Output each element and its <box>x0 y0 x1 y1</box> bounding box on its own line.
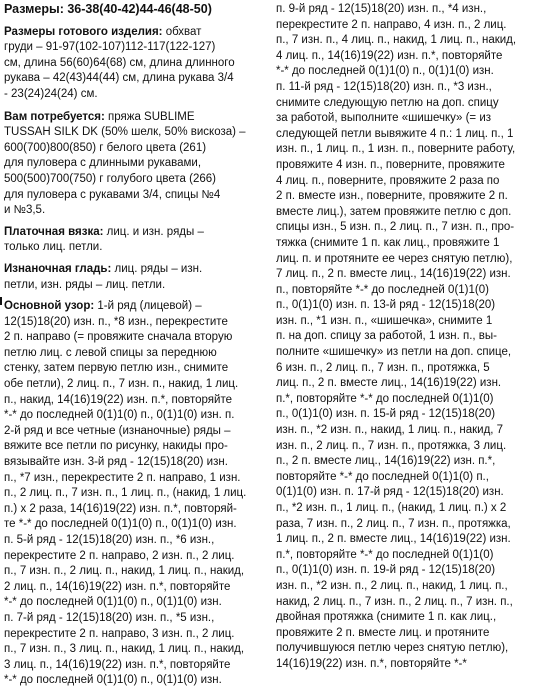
body-text: см, длина 56(60)64(68) см, длина длинного <box>4 56 235 69</box>
body-text: лиц. п., 2 п. вместе лиц., 14(16)19(22) изн. <box>276 377 502 390</box>
body-text: вязывайте изн. 3-й ряд - 12(15)18(20) изн. <box>4 456 228 469</box>
body-text: п.*, повторяйте *-* до последней 0(1)1(0) <box>276 548 494 561</box>
right-text-line <box>276 345 535 361</box>
left-text-line <box>4 486 267 502</box>
right-text-line <box>276 361 535 377</box>
right-text-line <box>276 470 535 486</box>
left-column <box>4 2 267 689</box>
left-text-line <box>4 408 267 424</box>
left-text-line <box>4 377 267 393</box>
left-text-line <box>4 188 267 204</box>
body-text: 2 п. вместе изн., поверните, провяжите 2 п. <box>276 190 508 203</box>
body-text: 14(16)19(22) изн. п.*, повторяйте *-* <box>276 657 467 670</box>
left-text-line <box>4 502 267 518</box>
body-text: п. на доп. спицу за работой, 1 изн. п., вы- <box>276 330 497 343</box>
left-text-line <box>4 315 267 331</box>
body-text: п. 9-й ряд - 12(15)18(20) изн. п., *4 изн., <box>276 3 487 15</box>
right-text-line <box>276 626 535 642</box>
left-text-line <box>4 225 267 241</box>
right-text-line <box>276 298 535 314</box>
right-text-line <box>276 205 535 221</box>
left-text-line <box>4 595 267 611</box>
body-text: 4 лиц. п., поверните, провяжите 2 раза по <box>276 174 500 187</box>
right-text-line <box>276 454 535 470</box>
body-text: изн. п., *1 изн. п., «шишечка», снимите 1 <box>276 314 493 327</box>
left-text-line <box>4 658 267 674</box>
body-text: спицы изн., 5 изн. п., 2 лиц. п., 7 изн. п., про- <box>276 221 515 234</box>
body-text: следующей петли вывяжите 4 п.: 1 лиц. п., 1 <box>276 127 514 140</box>
right-text-line <box>276 376 535 392</box>
body-text: п., 0(1)1(0) изн. п. 19-й ряд - 12(15)18(20) <box>276 564 496 577</box>
right-text-line <box>276 563 535 579</box>
body-text: 6 изн. п., 2 лиц. п., 7 изн. п., протяжка, 5 <box>276 361 490 374</box>
left-text-line <box>4 87 267 103</box>
left-text-line <box>4 564 267 580</box>
body-text: изн. п., 1 лиц. п., 1 изн. п., поверните работу, <box>276 143 516 156</box>
body-text: раза, 7 изн. п., 2 лиц. п., 7 изн. п., протяжка, <box>276 517 511 530</box>
body-text: двойная протяжка (снимите 1 п. как лиц., <box>276 611 497 624</box>
left-text-line <box>4 203 267 219</box>
body-text: п. 5-й ряд - 12(15)18(20) изн. п., *6 изн., <box>4 534 215 546</box>
right-text-line <box>276 657 535 673</box>
body-text: провяжите 4 изн. п., поверните, провяжите <box>276 158 505 171</box>
right-text-line <box>276 64 535 80</box>
body-text: 4 лиц. п., 14(16)19(22) изн. п.*, повторяйте <box>276 49 503 62</box>
right-text-line <box>276 595 535 611</box>
body-text: п., 2 лиц. п., 7 изн. п., 1 лиц. п., (накид, 1 лиц. <box>4 487 247 500</box>
body-text: п.) х 2 раза, 14(16)19(22) изн. п.*, повторяй- <box>4 502 237 515</box>
body-text: *-* до последней 0(1)1(0) п., 0(1)1(0) изн. п. <box>4 409 235 422</box>
body-text: только лиц. петли. <box>4 241 103 254</box>
body-text: 0(1)1(0) изн. п. 17-й ряд - 12(15)18(20) изн. <box>276 486 504 499</box>
body-text: п., *2 изн. п., 1 лиц. п., (накид, 1 лиц. п.) х 2 <box>276 502 507 514</box>
left-text-line <box>4 299 267 315</box>
body-text: пряжа SUBLIME <box>104 110 195 123</box>
body-text: 600(700)800(850) г белого цвета (261) <box>4 141 207 154</box>
body-text: 3 лиц. п., 14(16)19(22) изн. п.*, повторяйте <box>4 658 231 671</box>
body-text: те *-* до последней 0(1)1(0) п., 0(1)1(0) изн. <box>4 518 237 531</box>
right-text-line <box>276 392 535 408</box>
body-text: изн. п., 2 лиц. п., 7 изн. п., протяжка, 3 лиц. <box>276 439 507 452</box>
right-text-line <box>276 329 535 345</box>
left-text-line <box>4 71 267 87</box>
body-text: лиц. п. и протяните ее через снятую петлю), <box>276 252 513 265</box>
body-text: перекрестите 2 п. направо, 4 изн. п., 2 лиц. <box>276 18 507 31</box>
left-text-line <box>4 346 267 362</box>
body-text: п., повторяйте *-* до последней 0(1)1(0) <box>276 283 489 296</box>
right-text-line <box>276 80 535 96</box>
body-text: п., 2 п. вместе лиц., 14(16)19(22) изн. п.*, <box>276 455 496 468</box>
left-text-line <box>4 262 267 278</box>
body-text: 2 лиц. п., 14(16)19(22) изн. п.*, повторяйте <box>4 580 231 593</box>
right-text-line <box>276 252 535 268</box>
body-text: накид, 2 лиц. п., 7 изн. п., 2 лиц. п., 7 изн. п., <box>276 595 513 608</box>
body-text: п., 7 изн. п., 3 лиц. п., накид, 1 лиц. п., накид, <box>4 643 245 656</box>
section-heading: Изнаночная гладь: <box>4 262 112 275</box>
body-text: п. 11-й ряд - 12(15)18(20) изн. п., *3 изн., <box>276 80 492 93</box>
body-text: груди – 91-97(102-107)112-117(122-127) <box>4 41 216 54</box>
right-text-line <box>276 501 535 517</box>
left-text-line <box>4 549 267 565</box>
left-text-line <box>4 240 267 256</box>
body-text: перекрестите 2 п. направо, 2 изн. п., 2 лиц. <box>4 549 235 562</box>
body-text: п.*, повторяйте *-* до последней 0(1)1(0) <box>276 392 494 405</box>
right-text-line <box>276 517 535 533</box>
body-text: 1 лиц. п., 2 п. вместе лиц., 14(16)19(22) изн. <box>276 533 511 546</box>
right-text-line <box>276 127 535 143</box>
body-text: повторяйте *-* до последней 0(1)1(0) п., <box>276 470 489 483</box>
body-text: изн. п., *2 изн. п., накид, 1 лиц. п., накид, 7 <box>276 424 504 437</box>
left-text-line <box>4 642 267 658</box>
section-heading: Основной узор: <box>4 300 95 313</box>
right-text-line <box>276 314 535 330</box>
right-text-line <box>276 548 535 564</box>
body-text: *-* до последней 0(1)1(0) п., 0(1)1(0) изн. <box>4 596 222 609</box>
body-text: п., 0(1)1(0) изн. п. 15-й ряд - 12(15)18(20) <box>276 408 496 421</box>
body-text: 7 лиц. п., 2 п. вместе лиц., 14(16)19(22) изн. <box>276 268 511 281</box>
right-column <box>276 2 535 673</box>
right-text-line <box>276 174 535 190</box>
body-text: обе петли), 2 лиц. п., 7 изн. п., накид, 1 лиц. <box>4 378 239 391</box>
left-text-line <box>4 627 267 643</box>
left-text-line <box>4 56 267 72</box>
right-text-line <box>276 111 535 127</box>
body-text: п., 7 изн. п., 4 лиц. п., накид, 1 лиц. п., накид, <box>276 34 517 47</box>
section-heading: Платочная вязка: <box>4 225 104 238</box>
body-text: и №3,5. <box>4 204 46 217</box>
right-text-line <box>276 220 535 236</box>
body-text: 2-й ряд и все четные (изнаночные) ряды – <box>4 424 231 437</box>
body-text: вместе лиц.), затем провяжите петлю с доп. <box>276 205 512 218</box>
body-text: снимите следующую петлю на доп. спицу <box>276 96 499 109</box>
right-text-line <box>276 485 535 501</box>
left-text-line <box>4 40 267 56</box>
body-text: TUSSAH SILK DK (50% шелк, 50% вискоза) – <box>4 126 246 139</box>
body-text: п., накид, 14(16)19(22) изн. п.*, повторяйте <box>4 393 232 406</box>
body-text: Размеры: 36-38(40-42)44-46(48-50) <box>4 2 212 16</box>
body-text: вяжите все петли по рисунку, накиды про- <box>4 440 228 453</box>
body-text: перекрестите 2 п. направо, 3 изн. п., 2 лиц. <box>4 627 235 640</box>
body-text: петли, изн. ряды – лиц. петли. <box>4 278 166 291</box>
left-text-line <box>4 393 267 409</box>
body-text: полните «шишечку» из петли на доп. спице, <box>276 346 512 359</box>
left-text-line <box>4 533 267 549</box>
body-text: петлю лиц. с левой спицы за переднюю <box>4 346 217 359</box>
right-text-line <box>276 267 535 283</box>
left-text-line <box>4 156 267 172</box>
right-text-line <box>276 641 535 657</box>
right-text-line <box>276 96 535 112</box>
right-text-line <box>276 33 535 49</box>
body-text: стенку, затем первую петлю изн., снимите <box>4 362 229 375</box>
left-text-line <box>4 330 267 346</box>
right-text-line <box>276 189 535 205</box>
right-text-line <box>276 49 535 65</box>
body-text: лиц. ряды – изн. <box>111 262 203 275</box>
left-text-line <box>4 673 267 689</box>
left-text-line <box>4 2 267 18</box>
left-text-line <box>4 439 267 455</box>
right-text-line <box>276 18 535 34</box>
left-text-line <box>4 141 267 157</box>
margin-mark <box>0 297 2 305</box>
body-text: за работой, выполните «шишечку» (= из <box>276 112 492 125</box>
body-text: изн. п., *2 изн. п., 2 лиц. п., накид, 1 лиц. п., <box>276 579 508 592</box>
body-text: п. 7-й ряд - 12(15)18(20) изн. п., *5 изн., <box>4 611 215 624</box>
left-text-line <box>4 110 267 126</box>
right-text-line <box>276 423 535 439</box>
left-text-line <box>4 455 267 471</box>
left-text-line <box>4 172 267 188</box>
right-text-line <box>276 439 535 455</box>
body-text: 500(500)700(750) г голубого цвета (266) <box>4 172 216 185</box>
left-text-line <box>4 580 267 596</box>
right-text-line <box>276 610 535 626</box>
right-text-line <box>276 158 535 174</box>
body-text: 12(15)18(20) изн. п., *8 изн., перекрестите <box>4 315 228 328</box>
body-text: обхват <box>162 25 202 38</box>
body-text: - 23(24)24(24) см. <box>4 87 98 100</box>
right-text-line <box>276 2 535 18</box>
left-text-line <box>4 278 267 294</box>
body-text: п., 0(1)1(0) изн. п. 13-й ряд - 12(15)18(20) <box>276 299 496 312</box>
body-text: п., 7 изн. п., 2 лиц. п., накид, 1 лиц. п., накид, <box>4 565 245 578</box>
body-text: рукава – 42(43)44(44) см, длина рукава 3/4 <box>4 72 234 85</box>
section-heading: Вам потребуется: <box>4 110 105 123</box>
body-text: лиц. и изн. ряды – <box>103 225 204 238</box>
left-text-line <box>4 125 267 141</box>
body-text: для пуловера с рукавами 3/4, спицы №4 <box>4 188 221 201</box>
left-text-line <box>4 25 267 41</box>
body-text: *-* до последней 0(1)1(0) п., 0(1)1(0) изн. <box>276 65 494 78</box>
right-text-line <box>276 236 535 252</box>
body-text: для пуловера с длинными рукавами, <box>4 157 202 170</box>
left-text-line <box>4 517 267 533</box>
right-text-line <box>276 407 535 423</box>
body-text: п., *7 изн., перекрестите 2 п. направо, 1 изн. <box>4 471 241 484</box>
right-text-line <box>276 579 535 595</box>
body-text: тяжка (снимите 1 п. как лиц., провяжите 1 <box>276 236 500 249</box>
body-text: 2 п. направо (= провяжите сначала вторую <box>4 331 233 344</box>
body-text: *-* до последней 0(1)1(0) п., 0(1)1(0) изн. <box>4 674 222 687</box>
body-text: 1-й ряд (лицевой) – <box>94 300 202 313</box>
left-text-line <box>4 361 267 377</box>
right-text-line <box>276 142 535 158</box>
right-text-line <box>276 532 535 548</box>
left-text-line <box>4 611 267 627</box>
body-text: провяжите 2 п. вместе лиц. и протяните <box>276 626 490 639</box>
section-heading: Размеры готового изделия: <box>4 25 163 38</box>
left-text-line <box>4 471 267 487</box>
left-text-line <box>4 424 267 440</box>
body-text: получившуюся петлю через снятую петлю), <box>276 642 509 655</box>
right-text-line <box>276 283 535 299</box>
